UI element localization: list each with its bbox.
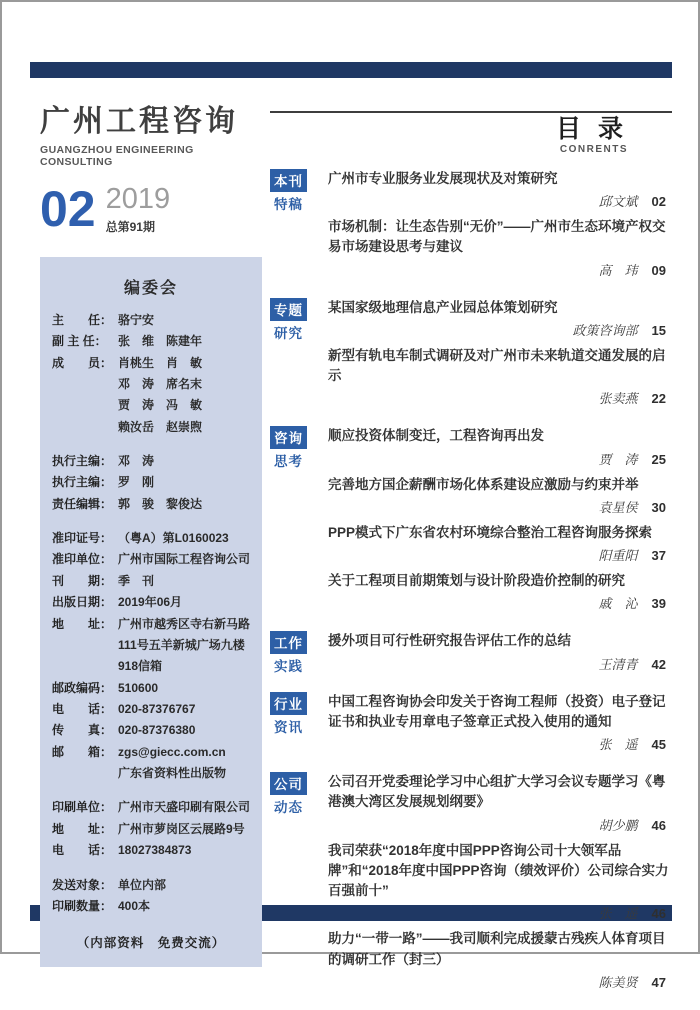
section-tag: [270, 692, 320, 761]
board-row: [52, 819, 250, 840]
board-row: [52, 720, 250, 741]
article-title: 广州市专业服务业发展现状及对策研究: [328, 170, 558, 186]
board-row-label: 传 真：: [52, 723, 113, 738]
article-author: 袁星侯: [598, 499, 638, 515]
internal-material-note: （内部资料 免费交流）: [76, 936, 226, 951]
board-row-label: 执行主编：: [52, 475, 113, 490]
board-row-value: 季 刊: [118, 573, 155, 588]
toc-section: [270, 631, 672, 679]
toc-article: [328, 631, 672, 673]
editorial-board-title: 编委会: [123, 279, 178, 297]
article-byline: [328, 815, 672, 835]
toc-article: [328, 929, 672, 992]
board-row: [52, 614, 250, 678]
editorial-board-groups: [52, 310, 250, 917]
board-row-value: 邓 涛 席名末: [118, 376, 203, 391]
article-page-number: 30: [651, 499, 666, 515]
board-row-value: 2019年06月: [118, 595, 183, 610]
board-row-value: 邓 涛: [118, 454, 155, 469]
article-author: 胡少鹏: [598, 817, 638, 833]
board-row-label: 准印证号：: [52, 531, 113, 546]
board-row: [52, 374, 250, 395]
toc-article: [328, 772, 672, 835]
article-byline: [328, 972, 672, 992]
board-row: [52, 451, 250, 472]
board-row-label: 电 话：: [52, 843, 113, 858]
article-page-number: 09: [651, 262, 666, 278]
section-tag: [270, 298, 320, 415]
article-page-number: 46: [651, 817, 666, 833]
board-row: [52, 331, 250, 352]
magazine-subtitle-en: GUANGZHOU ENGINEERING CONSULTING: [40, 144, 194, 168]
contents-header: [270, 115, 672, 155]
board-row-label: 执行主编：: [52, 454, 113, 469]
section-tag-top-wrap: [270, 692, 320, 715]
board-row: [52, 310, 250, 331]
article-byline: [328, 388, 672, 408]
article-author: 张 遥: [598, 906, 638, 922]
issue-number: 02: [40, 181, 96, 237]
board-row-value: 贾 涛 冯 敏: [118, 398, 203, 413]
section-articles: [328, 169, 672, 286]
board-row-value: 020-87376767: [118, 702, 196, 716]
section-tag-top: 本刊: [270, 169, 307, 192]
board-row-label: 发送对象：: [52, 877, 113, 892]
section-tag: [270, 772, 320, 998]
section-tag-bottom: 实践: [274, 659, 303, 675]
article-title: 完善地方国企薪酬市场化体系建设应激励与约束并举: [328, 476, 639, 492]
section-articles: [328, 631, 672, 679]
board-row-label: 刊 期：: [52, 573, 113, 588]
article-author: 王清青: [598, 656, 638, 672]
board-row-label: 邮政编码：: [52, 680, 113, 695]
board-row-label: 责任编辑：: [52, 496, 113, 511]
board-row-value: 骆宁安: [118, 312, 155, 327]
board-row-value: 广州市越秀区寺右新马路111号五羊新城广场九楼918信箱: [118, 616, 251, 674]
article-page-number: 02: [651, 194, 666, 209]
board-row-value: 020-87376380: [118, 723, 196, 738]
contents-subtitle-en: CONRENTS: [559, 143, 628, 155]
board-row: [52, 549, 250, 570]
section-articles: [328, 298, 672, 415]
section-articles: [328, 426, 672, 619]
board-group-editors: [52, 451, 250, 515]
board-row: [52, 528, 250, 549]
board-row: [52, 699, 250, 720]
board-group-distribution: [52, 875, 250, 918]
article-page-number: 39: [651, 596, 666, 612]
article-author: 张 遥: [598, 737, 638, 752]
board-row-value: （粤A）第L0160023: [118, 531, 229, 546]
board-row-value: 肖桃生 肖 敏: [118, 355, 203, 370]
article-author: 高 玮: [598, 262, 638, 278]
toc-article: [328, 298, 672, 340]
article-byline: [328, 593, 672, 613]
article-title: PPP模式下广东省农村环境综合整治工程咨询服务探索: [328, 524, 653, 540]
toc-article: [328, 169, 672, 211]
board-group-members: [52, 310, 250, 438]
section-tag-bottom: 思考: [274, 454, 303, 470]
board-row-label: 印刷数量：: [52, 898, 113, 913]
board-row-value: 400本: [118, 898, 151, 913]
toc-article: [328, 841, 672, 924]
article-byline: [328, 903, 672, 923]
board-row-label: 电 话：: [52, 702, 113, 716]
board-row: [52, 592, 250, 613]
section-tag-top-wrap: [270, 298, 320, 321]
section-tag-top-wrap: [270, 426, 320, 449]
section-tag-top-wrap: [270, 772, 320, 795]
board-row-label: 出版日期：: [52, 595, 113, 610]
toc-article: [328, 426, 672, 468]
issue-year: 2019: [105, 183, 171, 215]
toc-article: [328, 346, 672, 409]
editorial-board-box: [40, 257, 262, 967]
board-row: [52, 472, 250, 493]
article-author: 戚 沁: [598, 596, 638, 612]
article-page-number: 47: [651, 974, 666, 990]
section-tag-bottom: 特稿: [274, 196, 303, 212]
article-title: 关于工程项目前期策划与设计阶段造价控制的研究: [328, 573, 625, 588]
top-navy-bar: [30, 62, 672, 78]
board-row: [52, 494, 250, 515]
article-byline: [328, 449, 672, 469]
board-row-label: [52, 763, 118, 784]
toc-section: [270, 692, 672, 761]
board-row-label: 准印单位：: [52, 552, 113, 567]
board-row-value: 18027384873: [118, 843, 192, 858]
toc-article: [328, 475, 672, 517]
magazine-title: 广州工程咨询: [40, 105, 238, 138]
board-row: [52, 571, 250, 592]
board-row-value: zgs@giecc.com.cn: [118, 744, 226, 759]
toc-article: [328, 692, 672, 755]
board-row: [52, 395, 250, 416]
toc-section: [270, 426, 672, 619]
toc-section: [270, 772, 672, 998]
article-author: 阳重阳: [598, 548, 638, 563]
board-row-value: 广东省资料性出版物: [118, 766, 227, 781]
article-title: 某国家级地理信息产业园总体策划研究: [328, 299, 558, 315]
board-row: [52, 417, 250, 438]
article-byline: [328, 320, 672, 340]
toc-article: [328, 571, 672, 613]
article-title: 中国工程咨询协会印发关于咨询工程师（投资）电子登记证书和执业专用章电子签章正式投入使用的通知: [328, 693, 666, 729]
article-byline: [328, 260, 672, 280]
article-page-number: 22: [651, 391, 666, 407]
article-author: 政策咨询部: [572, 322, 638, 338]
section-tag-top: 专题: [270, 298, 307, 321]
article-author: 贾 涛: [598, 451, 638, 467]
board-row-value: 罗 刚: [118, 475, 155, 490]
board-row-label: [52, 374, 118, 395]
issue-total-note: 总第91期: [105, 219, 155, 234]
article-page-number: 25: [651, 451, 666, 467]
article-page-number: 42: [651, 656, 666, 672]
board-row-value: 张 维 陈建年: [118, 334, 203, 349]
section-tag-top-wrap: [270, 169, 320, 192]
article-page-number: 15: [651, 322, 666, 338]
contents-column: [270, 111, 672, 1010]
board-row-label: 地 址：: [52, 821, 113, 836]
article-title: 援外项目可行性研究报告评估工作的总结: [328, 633, 571, 649]
article-author: 张卖燕: [598, 391, 638, 407]
board-row-value: 赖汝岳 赵崇煦: [118, 419, 203, 434]
board-row-label: 印刷单位：: [52, 800, 113, 815]
board-row: [52, 797, 250, 818]
board-row: [52, 896, 250, 917]
section-tag: [270, 631, 320, 679]
section-tag: [270, 169, 320, 286]
board-row: [52, 742, 250, 763]
board-row-value: 510600: [118, 680, 159, 695]
article-byline: [328, 497, 672, 517]
board-group-printing: [52, 797, 250, 861]
board-row-value: 广州市国际工程咨询公司: [118, 552, 251, 567]
board-row-label: [52, 395, 118, 416]
board-row-label: [52, 417, 118, 438]
section-tag: [270, 426, 320, 619]
toc-article: [328, 217, 672, 280]
section-tag-bottom: 资讯: [274, 719, 303, 735]
board-row-value: 广州市萝岗区云展路9号: [118, 821, 245, 836]
section-tag-top: 行业: [270, 692, 307, 715]
issue-line: [40, 181, 262, 237]
section-articles: [328, 772, 672, 998]
section-tag-bottom: 动态: [274, 800, 303, 815]
board-row: [52, 840, 250, 861]
article-byline: [328, 191, 672, 211]
board-row-value: 郭 骏 黎俊达: [118, 496, 203, 511]
section-tag-top: 工作: [270, 631, 307, 654]
article-title: 顺应投资体制变迁，工程咨询再出发: [328, 428, 544, 444]
board-row: [52, 875, 250, 896]
article-author: 陈美贤: [598, 974, 638, 990]
board-row-label: 副 主 任：: [52, 334, 107, 349]
board-row: [52, 678, 250, 699]
section-articles: [328, 692, 672, 761]
board-row-value: 广州市天盛印刷有限公司: [118, 800, 251, 815]
article-page-number: 46: [651, 906, 666, 922]
toc-article: [328, 523, 672, 565]
section-tag-top-wrap: [270, 631, 320, 654]
article-byline: [328, 545, 672, 565]
board-row: [52, 763, 250, 784]
article-title: 市场机制：让生态告别“无价”——广州市生态环境产权交易市场建设思考与建议: [328, 219, 666, 255]
section-tag-bottom: 研究: [274, 325, 303, 341]
board-row-label: 成 员：: [52, 355, 113, 370]
article-byline: [328, 734, 672, 754]
article-title: 公司召开党委理论学习中心组扩大学习会议专题学习《粤港澳大湾区发展规划纲要》: [328, 774, 666, 810]
left-column: [40, 104, 262, 967]
article-title: 我司荣获“2018年度中国PPP咨询公司十大领军品牌”和“2018年度中国PPP咨询（绩效评价）公司综合实力百强前十”: [328, 842, 669, 898]
board-row-label: 主 任：: [52, 312, 113, 327]
toc-section: [270, 298, 672, 415]
article-author: 邱文斌: [598, 194, 638, 209]
board-row-label: 地 址：: [52, 616, 113, 631]
article-page-number: 37: [651, 548, 666, 563]
article-title: 助力“一带一路”——我司顺利完成援蒙古残疾人体育项目的调研工作（封三）: [328, 931, 666, 967]
contents-top-rule: [270, 111, 672, 113]
section-tag-top: 咨询: [270, 426, 307, 449]
issue-meta: [106, 184, 171, 235]
contents-sections: [270, 169, 672, 998]
board-row-value: 单位内部: [118, 877, 167, 892]
board-group-publication: [52, 528, 250, 784]
contents-title: 目 录: [556, 115, 628, 143]
section-tag-top: 公司: [270, 772, 307, 795]
article-title: 新型有轨电车制式调研及对广州市未来轨道交通发展的启示: [328, 347, 666, 383]
board-row-label: 邮 箱：: [52, 744, 113, 759]
board-row: [52, 353, 250, 374]
article-byline: [328, 654, 672, 674]
article-page-number: 45: [651, 737, 666, 752]
toc-section: [270, 169, 672, 286]
